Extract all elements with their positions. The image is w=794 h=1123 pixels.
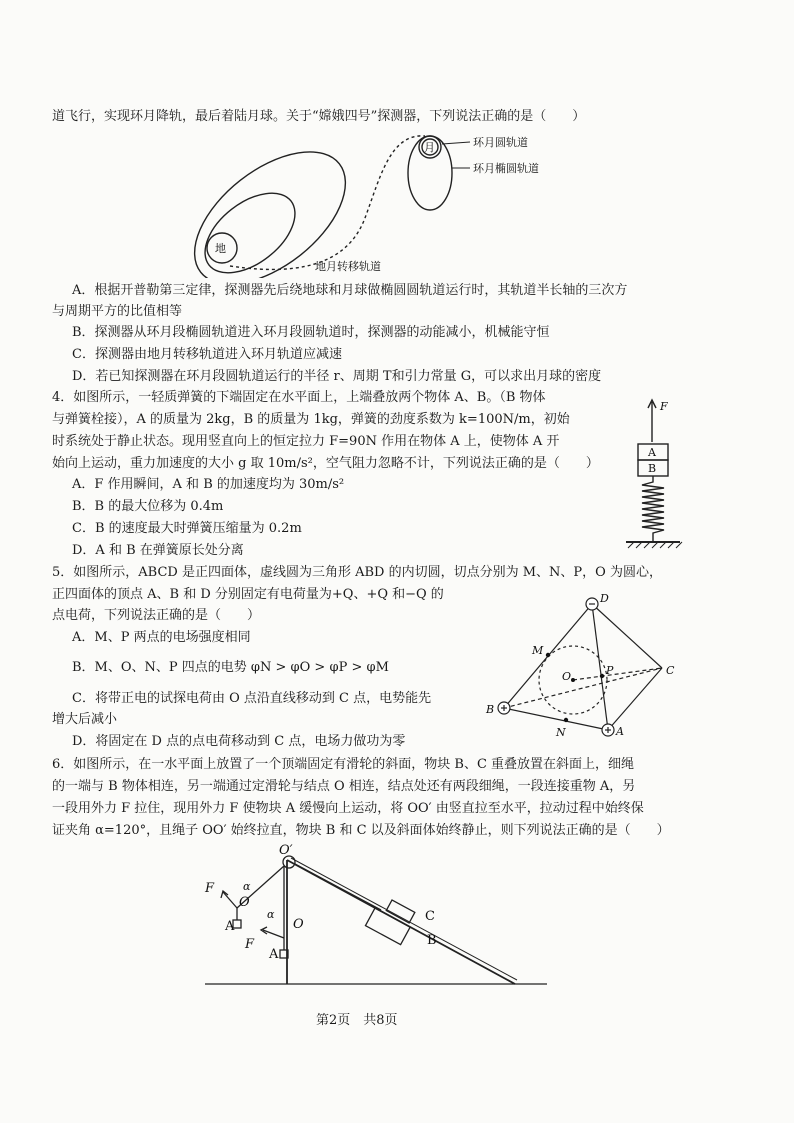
q5-option-c-line1: C．将带正电的试探电荷由 O 点沿直线移动到 C 点，电势能先 [72, 691, 432, 706]
q5-option-d: D．将固定在 D 点的点电荷移动到 C 点，电场力做功为零 [72, 734, 406, 749]
force-label-2: F [245, 937, 255, 952]
q6-stem-line2: 的一端与 B 物体相连，另一端通过定滑轮与结点 O 相连，结点处还有两段细绳，一段连接重物 A，另 [52, 779, 636, 794]
q5-option-b: B．M、O、N、P 四点的电势 φN > φO > φP > φM [72, 660, 389, 675]
pulley-label: O′ [279, 843, 293, 858]
q4-stem-line4: 始向上运动，重力加速度的大小 g 取 10m/s²，空气阻力忽略不计，下列说法正确的是（ ） [52, 456, 599, 471]
vertex-d-label: D [600, 592, 609, 605]
q5-stem-line2: 正四面体的顶点 A、B 和 D 分别固定有电荷量为+Q、+Q 和−Q 的 [52, 587, 444, 602]
point-n-label: N [556, 726, 566, 739]
earth-label: 地 [215, 242, 226, 255]
moon-circular-orbit-label: 环月圆轨道 [473, 136, 528, 149]
rope-to-b [295, 864, 381, 910]
block-b-label: B [648, 462, 657, 475]
q4-stem-line3: 时系统处于静止状态。现用竖直向上的恒定拉力 F=90N 作用在物体 A 上，使物体 A 开 [52, 434, 560, 449]
mass-label-1: A [225, 919, 235, 934]
line-oc [573, 668, 662, 680]
q3-option-a-line1: A．根据开普勒第三定律，探测器先后绕地球和月球做椭圆圆轨道运行时，其轨道半长轴的三次方 [72, 283, 628, 298]
force-label-1: F [205, 881, 215, 896]
q5-stem-line3: 点电荷，下列说法正确的是（ ） [52, 608, 261, 623]
q6-stem-line4: 证夹角 α=120°，且绳子 OO′ 始终拉直，物块 B 和 C 以及斜面体始终静止，则下列说法正确的是（ ） [52, 823, 670, 838]
q4-option-a: A．F 作用瞬间，A 和 B 的加速度均为 30m/s² [72, 477, 345, 492]
point-o-label: O [562, 670, 572, 683]
moon-elliptic-orbit-label: 环月椭圆轨道 [473, 162, 539, 175]
q5-option-c-line2: 增大后减小 [52, 712, 118, 727]
q4-stem-line1: 4．如图所示，一轻质弹簧的下端固定在水平面上，上端叠放两个物体 A、B。（B 物体 [52, 390, 546, 405]
incline-top-edge [291, 858, 517, 980]
mass-label-2: A [269, 947, 279, 962]
force-line-diagonal [223, 892, 237, 908]
incline-figure [195, 838, 555, 988]
transfer-orbit-label: 地月转移轨道 [315, 260, 381, 273]
q4-stem-line2: 与弹簧栓接），A 的质量为 2kg，B 的质量为 1kg，弹簧的劲度系数为 k=100N/m，初始 [52, 412, 570, 427]
q4-option-b: B．B 的最大位移为 0.4m [72, 499, 224, 514]
force-label: F [660, 400, 668, 413]
knot-label-1: O [239, 895, 250, 910]
moon-label: 月 [424, 141, 435, 154]
block-c-label: C [425, 909, 435, 924]
q5-stem-line1: 5．如图所示，ABCD 是正四面体，虚线圆为三角形 ABD 的内切圆，切点分别为 M、N、P，O 为圆心， [52, 565, 662, 580]
page-footer: 第2页 共8页 [316, 1013, 398, 1028]
q3-option-c: C．探测器由地月转移轨道进入环月轨道应减速 [72, 347, 342, 362]
vertex-b-label: B [486, 703, 495, 716]
tetrahedron-figure [480, 588, 700, 748]
vertex-c-label: C [666, 664, 675, 677]
orbit-figure [190, 128, 570, 278]
earth-outer-orbit [190, 128, 369, 278]
block-a-label: A [648, 446, 656, 459]
spring-figure [612, 392, 692, 552]
angle-label-2: α [267, 908, 275, 921]
spring [642, 476, 664, 542]
q6-stem-line1: 6．如图所示，在一水平面上放置了一个顶端固定有滑轮的斜面，物块 B、C 重叠放置在斜面上，细绳 [52, 757, 635, 772]
block-b-label: B [427, 933, 437, 948]
knot-label-2: O [293, 917, 304, 932]
vertex-a-label: A [616, 725, 624, 738]
q4-option-c: C．B 的速度最大时弹簧压缩量为 0.2m [72, 521, 302, 536]
edge-dc [592, 604, 662, 668]
earth-inner-orbit [191, 177, 310, 278]
angle-label-1: α [243, 880, 251, 893]
edge-bc-hidden [504, 668, 662, 708]
q3-option-d: D．若已知探测器在环月段圆轨道运行的半径 r、周期 T和引力常量 G，可以求出月球的密度 [72, 369, 602, 384]
q3-option-a-line2: 与周期平方的比值相等 [52, 304, 183, 319]
point-m-label: M [532, 644, 544, 657]
q6-stem-line3: 一段用外力 F 拉住，现用外力 F 使物块 A 缓慢向上运动，将 OO′ 由竖直拉至水平，拉动过程中始终保 [52, 801, 644, 816]
block-b [365, 908, 410, 945]
point-p-label: P [606, 664, 614, 677]
q3-option-b: B．探测器从环月段椭圆轨道进入环月段圆轨道时，探测器的动能减小，机械能守恒 [72, 325, 550, 340]
transfer-orbit-line [230, 136, 425, 270]
intro-line: 道飞行，实现环月降轨，最后着陆月球。关于“嫦娥四号”探测器，下列说法正确的是（ ） [52, 109, 586, 124]
q5-option-a: A．M、P 两点的电场强度相同 [72, 630, 251, 645]
edge-ac [608, 668, 662, 730]
q4-option-d: D．A 和 B 在弹簧原长处分离 [72, 543, 244, 558]
